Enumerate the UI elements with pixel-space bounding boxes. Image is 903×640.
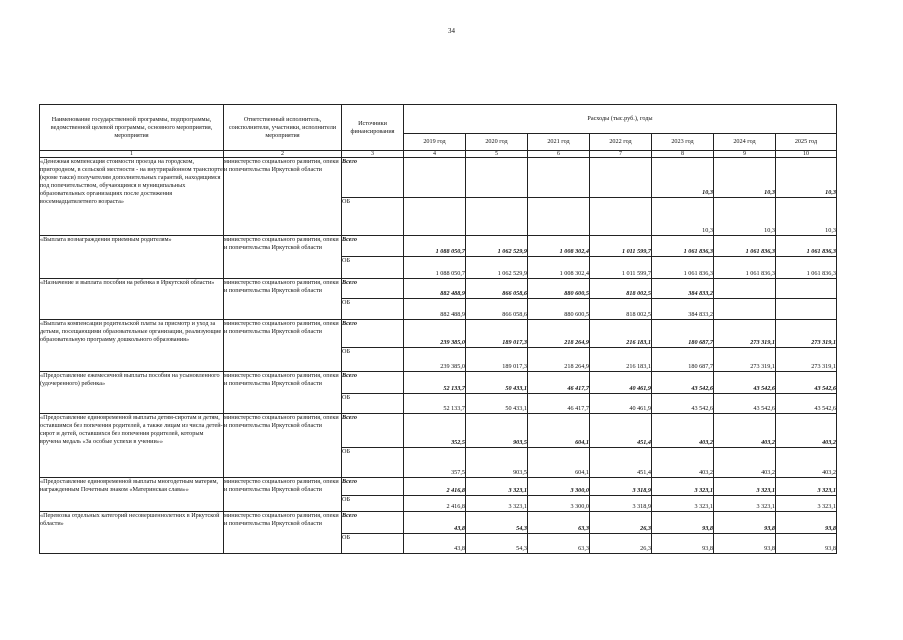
source-ob <box>342 348 404 372</box>
column-number: 9 <box>714 151 776 158</box>
program-name: «Предоставление единовременной выплаты детям-сиротам и детям, оставшимся без попечения родителей, а также лицам из числа детей-сирот и детей, оставшихся без попечения родителей, которым вручена медаль «За особые успехи в учении»» <box>40 414 224 478</box>
value-ob: 10,3 <box>714 198 776 236</box>
source-total <box>342 478 404 496</box>
header-executor: Ответственный исполнитель, соисполнители, участники, исполнители мероприятия <box>224 105 342 151</box>
source-ob-label: ОБ <box>342 348 351 355</box>
source-ob-label: ОБ <box>342 534 351 541</box>
source-total <box>342 279 404 299</box>
column-number: 8 <box>652 151 714 158</box>
value-ob: 46 417,7 <box>528 394 590 414</box>
value-total <box>404 158 466 198</box>
value-ob: 903,5 <box>466 448 528 478</box>
value-ob: 1 088 050,7 <box>404 257 466 279</box>
source-ob-label: ОБ <box>342 394 351 401</box>
value-total: 218 264,9 <box>528 320 590 348</box>
executor: министерство социального развития, опеки и попечительства Иркутской области <box>224 414 342 478</box>
value-ob: 239 385,0 <box>404 348 466 372</box>
source-ob <box>342 534 404 554</box>
source-total-label: Всего <box>342 320 357 327</box>
source-ob <box>342 448 404 478</box>
value-total: 1 088 050,7 <box>404 236 466 257</box>
table-row <box>40 512 837 534</box>
value-ob <box>466 198 528 236</box>
header-year: 2024 год <box>714 134 776 151</box>
value-ob: 3 323,1 <box>714 496 776 512</box>
value-total: 882 488,9 <box>404 279 466 299</box>
value-total: 866 058,6 <box>466 279 528 299</box>
value-ob: 1 008 302,4 <box>528 257 590 279</box>
executor: министерство социального развития, опеки и попечительства Иркутской области <box>224 512 342 554</box>
value-ob: 216 183,1 <box>590 348 652 372</box>
value-total: 40 461,9 <box>590 372 652 394</box>
value-total: 10,3 <box>652 158 714 198</box>
executor: министерство социального развития, опеки и попечительства Иркутской области <box>224 236 342 279</box>
program-name: «Предоставление единовременной выплаты многодетным матерям, награжденным Почетным знаком «Материнская слава»» <box>40 478 224 512</box>
value-total: 93,8 <box>776 512 837 534</box>
value-ob: 189 017,3 <box>466 348 528 372</box>
value-ob: 384 833,2 <box>652 299 714 320</box>
value-ob: 273 319,1 <box>776 348 837 372</box>
executor: министерство социального развития, опеки и попечительства Иркутской области <box>224 279 342 320</box>
value-ob: 50 433,1 <box>466 394 528 414</box>
value-total: 903,5 <box>466 414 528 448</box>
header-expenses: Расходы (тыс.руб.), годы <box>404 105 837 134</box>
header-year: 2020 год <box>466 134 528 151</box>
value-ob: 403,2 <box>776 448 837 478</box>
value-total: 403,2 <box>776 414 837 448</box>
value-ob: 54,3 <box>466 534 528 554</box>
program-name: «Денежная компенсация стоимости проезда на городском, пригородном, в сельской местности - на внутрирайонном транспорте (кроме такси) получателям дополнительных гарантий, находящимся под попечительством, обучающимся в муниципальных образовательных организациях после достижения восемнадцатилетнего возраста» <box>40 158 224 236</box>
source-total-label: Всего <box>342 478 357 485</box>
column-number: 7 <box>590 151 652 158</box>
value-total: 3 323,1 <box>776 478 837 496</box>
value-ob: 273 319,1 <box>714 348 776 372</box>
table-row <box>40 372 837 394</box>
value-ob: 63,3 <box>528 534 590 554</box>
value-ob: 40 461,9 <box>590 394 652 414</box>
header-sources: Источники финансирования <box>342 105 404 151</box>
value-total <box>776 279 837 299</box>
value-ob: 10,3 <box>776 198 837 236</box>
value-ob: 403,2 <box>714 448 776 478</box>
value-total: 880 600,5 <box>528 279 590 299</box>
source-ob-label: ОБ <box>342 257 351 264</box>
value-ob: 93,8 <box>776 534 837 554</box>
source-total-label: Всего <box>342 236 357 243</box>
source-ob-label: ОБ <box>342 299 351 306</box>
value-total: 93,8 <box>652 512 714 534</box>
executor: министерство социального развития, опеки и попечительства Иркутской области <box>224 320 342 372</box>
value-ob: 3 323,1 <box>652 496 714 512</box>
source-total-label: Всего <box>342 512 357 519</box>
value-total: 384 833,2 <box>652 279 714 299</box>
value-total: 63,3 <box>528 512 590 534</box>
column-number: 10 <box>776 151 837 158</box>
value-ob <box>714 299 776 320</box>
value-ob: 43 542,6 <box>652 394 714 414</box>
value-total <box>590 158 652 198</box>
value-ob: 3 323,1 <box>466 496 528 512</box>
value-total: 403,2 <box>652 414 714 448</box>
value-total: 273 319,1 <box>714 320 776 348</box>
value-ob <box>404 198 466 236</box>
program-name: «Выплата вознаграждения приемным родителям» <box>40 236 224 279</box>
value-total: 239 385,0 <box>404 320 466 348</box>
value-total: 43 542,6 <box>776 372 837 394</box>
header-program: Наименование государственной программы, подпрограммы, ведомственной целевой программы, основного мероприятия, мероприятия <box>40 105 224 151</box>
value-ob: 2 416,8 <box>404 496 466 512</box>
value-ob: 218 264,9 <box>528 348 590 372</box>
executor: министерство социального развития, опеки и попечительства Иркутской области <box>224 372 342 414</box>
source-ob <box>342 299 404 320</box>
source-ob <box>342 257 404 279</box>
value-total: 451,4 <box>590 414 652 448</box>
value-total: 46 417,7 <box>528 372 590 394</box>
value-total: 3 300,0 <box>528 478 590 496</box>
program-name: «Предоставление ежемесячной выплаты пособия на усыновленного (удочеренного) ребенка» <box>40 372 224 414</box>
header-year: 2022 год <box>590 134 652 151</box>
value-total <box>528 158 590 198</box>
value-ob: 43,8 <box>404 534 466 554</box>
value-ob: 180 687,7 <box>652 348 714 372</box>
header-year: 2019 год <box>404 134 466 151</box>
value-total: 3 318,9 <box>590 478 652 496</box>
source-total <box>342 372 404 394</box>
source-total <box>342 414 404 448</box>
value-ob: 1 061 836,3 <box>776 257 837 279</box>
value-total: 52 133,7 <box>404 372 466 394</box>
value-total: 93,8 <box>714 512 776 534</box>
column-number: 5 <box>466 151 528 158</box>
source-ob-label: ОБ <box>342 496 351 503</box>
value-total: 273 319,1 <box>776 320 837 348</box>
column-number: 3 <box>342 151 404 158</box>
value-total: 43 542,6 <box>652 372 714 394</box>
table-row <box>40 158 837 198</box>
value-total: 26,3 <box>590 512 652 534</box>
program-name: «Перевозка отдельных категорий несовершеннолетних в Иркутской области» <box>40 512 224 554</box>
value-total: 2 416,8 <box>404 478 466 496</box>
column-number: 1 <box>40 151 224 158</box>
value-ob: 880 600,5 <box>528 299 590 320</box>
source-ob <box>342 198 404 236</box>
value-ob: 93,8 <box>652 534 714 554</box>
value-ob: 866 058,6 <box>466 299 528 320</box>
value-total: 352,5 <box>404 414 466 448</box>
value-total: 1 011 599,7 <box>590 236 652 257</box>
source-total-label: Всего <box>342 158 357 165</box>
value-ob: 403,2 <box>652 448 714 478</box>
column-number: 4 <box>404 151 466 158</box>
source-total <box>342 236 404 257</box>
value-total: 3 323,1 <box>652 478 714 496</box>
value-ob: 1 061 836,3 <box>652 257 714 279</box>
table-row <box>40 236 837 257</box>
source-total <box>342 158 404 198</box>
value-total: 216 183,1 <box>590 320 652 348</box>
value-ob <box>776 299 837 320</box>
source-total-label: Всего <box>342 279 357 286</box>
value-total: 403,2 <box>714 414 776 448</box>
value-total: 818 002,5 <box>590 279 652 299</box>
table-row <box>40 320 837 348</box>
budget-table <box>39 104 837 554</box>
source-total <box>342 512 404 534</box>
value-ob <box>590 198 652 236</box>
source-total <box>342 320 404 348</box>
value-total: 1 061 836,3 <box>652 236 714 257</box>
value-total: 1 061 836,3 <box>776 236 837 257</box>
column-number: 2 <box>224 151 342 158</box>
value-total: 10,3 <box>776 158 837 198</box>
value-total <box>714 279 776 299</box>
value-total: 1 061 836,3 <box>714 236 776 257</box>
value-ob: 3 318,9 <box>590 496 652 512</box>
value-total: 10,3 <box>714 158 776 198</box>
header-year: 2025 год <box>776 134 837 151</box>
value-ob: 93,8 <box>714 534 776 554</box>
value-total: 3 323,1 <box>714 478 776 496</box>
value-total: 50 433,1 <box>466 372 528 394</box>
value-ob: 604,1 <box>528 448 590 478</box>
value-total: 43,8 <box>404 512 466 534</box>
value-ob: 451,4 <box>590 448 652 478</box>
value-total: 43 542,6 <box>714 372 776 394</box>
value-ob: 10,3 <box>652 198 714 236</box>
value-total: 1 008 302,4 <box>528 236 590 257</box>
executor: министерство социального развития, опеки и попечительства Иркутской области <box>224 478 342 512</box>
header-year: 2021 год <box>528 134 590 151</box>
source-ob <box>342 394 404 414</box>
header-year: 2023 год <box>652 134 714 151</box>
value-ob: 1 062 529,9 <box>466 257 528 279</box>
value-total: 189 017,3 <box>466 320 528 348</box>
source-ob <box>342 496 404 512</box>
value-total <box>466 158 528 198</box>
value-total: 604,1 <box>528 414 590 448</box>
value-ob: 1 061 836,3 <box>714 257 776 279</box>
value-ob: 3 300,0 <box>528 496 590 512</box>
table-row <box>40 414 837 448</box>
program-name: «Выплата компенсации родительской платы за присмотр и уход за детьми, посещающими образовательные организации, реализующие образовательную программу дошкольного образования» <box>40 320 224 372</box>
source-total-label: Всего <box>342 414 357 421</box>
source-ob-label: ОБ <box>342 198 351 205</box>
value-ob: 3 323,1 <box>776 496 837 512</box>
value-ob: 818 002,5 <box>590 299 652 320</box>
value-ob: 357,5 <box>404 448 466 478</box>
source-ob-label: ОБ <box>342 448 351 455</box>
value-ob: 43 542,6 <box>714 394 776 414</box>
table-row <box>40 279 837 299</box>
value-ob: 882 488,9 <box>404 299 466 320</box>
value-ob: 52 133,7 <box>404 394 466 414</box>
value-total: 180 687,7 <box>652 320 714 348</box>
value-ob <box>528 198 590 236</box>
value-total: 1 062 529,9 <box>466 236 528 257</box>
program-name: «Назначение и выплата пособия на ребенка в Иркутской области» <box>40 279 224 320</box>
value-ob: 26,3 <box>590 534 652 554</box>
page-number: 34 <box>448 27 455 35</box>
value-ob: 43 542,6 <box>776 394 837 414</box>
column-number: 6 <box>528 151 590 158</box>
executor: министерство социального развития, опеки и попечительства Иркутской области <box>224 158 342 236</box>
table-row <box>40 478 837 496</box>
value-ob: 1 011 599,7 <box>590 257 652 279</box>
value-total: 3 323,1 <box>466 478 528 496</box>
value-total: 54,3 <box>466 512 528 534</box>
source-total-label: Всего <box>342 372 357 379</box>
